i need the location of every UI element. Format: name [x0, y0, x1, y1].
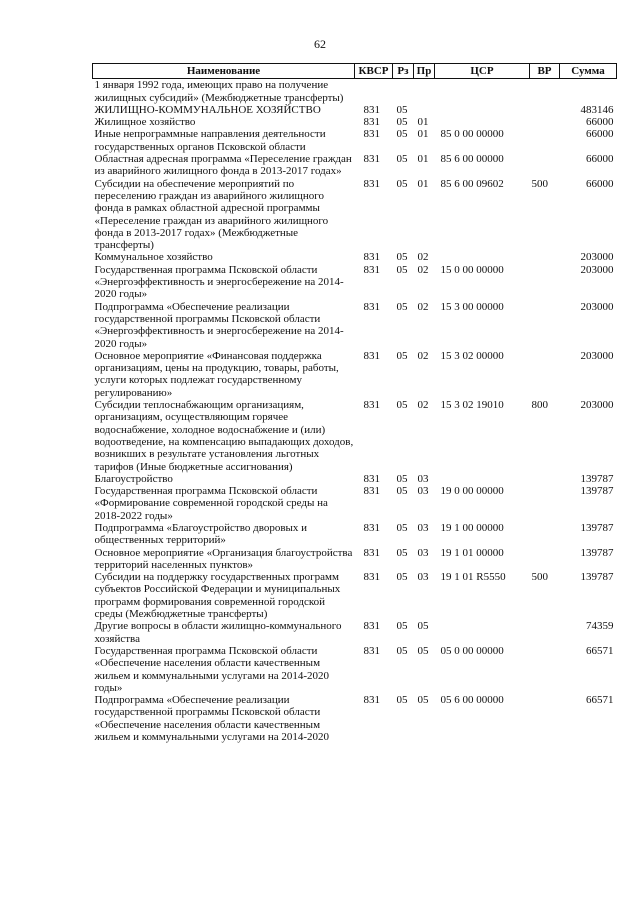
cell-csr: 85 6 00 00000	[440, 153, 504, 166]
cell-csr: 85 6 00 09602	[440, 177, 504, 190]
cell-pr: 03	[417, 521, 429, 534]
cell-csr	[435, 79, 530, 104]
cell-sum: 139787	[580, 485, 614, 498]
cell-pr: 05	[417, 620, 429, 633]
cell-sum: 74359	[586, 620, 614, 633]
cell-sum: 203000	[580, 300, 614, 313]
cell-rz: 05	[396, 644, 408, 657]
cell-rz: 05	[396, 349, 408, 362]
cell-rz: 05	[396, 177, 408, 190]
cell-sum: 203000	[580, 349, 614, 362]
header-vr: ВР	[530, 64, 560, 79]
cell-pr: 01	[417, 116, 429, 129]
cell-name: Благоустройство	[94, 472, 173, 485]
cell-csr: 19 1 00 00000	[440, 521, 504, 534]
cell-kvsr: 831	[363, 153, 380, 166]
cell-csr: 19 1 01 R5550	[440, 571, 506, 584]
cell-rz: 05	[396, 571, 408, 584]
header-kvsr: КВСР	[355, 64, 393, 79]
page-number: 62	[314, 37, 326, 51]
cell-kvsr	[355, 79, 393, 104]
cell-vr: 500	[531, 177, 548, 190]
cell-name: Субсидии на обеспечение мероприятий по переселению граждан из аварийного жилищного фонда в рамках областной адресной программы «Переселение граждан из аварийного жилищного фонда в 2013-2017 годах» (Межбюджетные трансферты)	[94, 177, 329, 252]
cell-sum: 203000	[580, 251, 614, 264]
cell-kvsr: 831	[363, 571, 380, 584]
cell-sum: 139787	[580, 521, 614, 534]
cell-vr	[530, 694, 560, 743]
cell-vr	[530, 547, 560, 572]
cell-vr	[530, 116, 560, 128]
cell-sum: 483146	[580, 103, 614, 116]
cell-vr	[530, 522, 560, 547]
cell-csr	[435, 473, 530, 485]
cell-name: Жилищное хозяйство	[94, 116, 196, 129]
cell-pr: 01	[417, 153, 429, 166]
cell-kvsr: 831	[363, 644, 380, 657]
cell-name: Другие вопросы в области жилищно-коммунального хозяйства	[94, 620, 342, 645]
cell-vr	[530, 251, 560, 263]
header-rz: Рз	[393, 64, 414, 79]
cell-name: Основное мероприятие «Финансовая поддержка организациям, цены на продукцию, товары, работы, услуги которых подлежат государственному регулированию»	[94, 349, 339, 399]
cell-name: 1 января 1992 года, имеющих право на получение жилищных субсидий» (Межбюджетные трансферты)	[94, 79, 344, 104]
cell-vr: 500	[531, 571, 548, 584]
table-row	[93, 645, 617, 694]
cell-sum: 66571	[586, 694, 614, 707]
cell-sum: 66000	[586, 128, 614, 141]
cell-vr	[530, 485, 560, 522]
cell-csr	[435, 251, 530, 263]
cell-name: ЖИЛИЩНО-КОММУНАЛЬНОЕ ХОЗЯЙСТВО	[94, 103, 321, 116]
cell-csr: 85 0 00 00000	[440, 128, 504, 141]
table-row	[93, 350, 617, 399]
cell-pr: 02	[417, 263, 429, 276]
cell-name: Субсидии теплоснабжающим организациям, организациям, осуществляющим горячее водоснабжение, холодное водоснабжение и (или) водоотведение, на компенсацию выпадающих доходов, возникших в результате установления льготных тарифов (Иные бюджетные ассигнования)	[94, 399, 354, 473]
cell-name: Подпрограмма «Благоустройство дворовых и общественных территорий»	[94, 521, 308, 547]
cell-pr: 03	[417, 571, 429, 584]
table-row	[93, 264, 617, 301]
cell-rz: 05	[396, 153, 408, 166]
cell-pr	[414, 104, 435, 116]
cell-pr: 03	[417, 546, 429, 559]
header-name: Наименование	[93, 64, 355, 79]
cell-kvsr: 831	[363, 263, 380, 276]
cell-kvsr: 831	[363, 349, 380, 362]
cell-sum	[560, 79, 617, 104]
cell-pr: 02	[417, 300, 429, 313]
budget-table	[92, 63, 617, 743]
cell-pr: 03	[417, 472, 429, 485]
cell-sum: 203000	[580, 399, 614, 412]
cell-vr	[530, 153, 560, 178]
cell-name: Государственная программа Псковской области «Обеспечение населения области качественным жильем и коммунальными услугами на 2014-2020 годы»	[94, 644, 330, 694]
cell-rz: 05	[396, 116, 408, 129]
cell-kvsr: 831	[363, 251, 380, 264]
cell-vr	[530, 620, 560, 645]
cell-kvsr: 831	[363, 177, 380, 190]
cell-rz: 05	[396, 472, 408, 485]
cell-csr	[435, 620, 530, 645]
table-row	[93, 485, 617, 522]
cell-vr	[530, 645, 560, 694]
cell-rz: 05	[396, 694, 408, 707]
cell-kvsr: 831	[363, 694, 380, 707]
cell-kvsr: 831	[363, 620, 380, 633]
cell-kvsr: 831	[363, 485, 380, 498]
cell-name: Подпрограмма «Обеспечение реализации государственной программы Псковской области «Энергоэффективность и энергосбережение на 2014-2020 годы»	[94, 300, 344, 350]
cell-sum: 203000	[580, 263, 614, 276]
cell-csr	[435, 104, 530, 116]
table-row	[93, 547, 617, 572]
header-csr: ЦСР	[435, 64, 530, 79]
cell-vr: 800	[531, 399, 548, 412]
cell-sum: 139787	[580, 546, 614, 559]
cell-name: Областная адресная программа «Переселение граждан из аварийного жилищного фонда в 2013-2017 годах»	[94, 153, 352, 178]
table-row	[93, 301, 617, 350]
cell-kvsr: 831	[363, 472, 380, 485]
cell-pr: 02	[417, 349, 429, 362]
table-row	[93, 153, 617, 178]
cell-name: Субсидии на поддержку государственных программ субъектов Российской Федерации и муниципальных программ формирования современной городской среды (Межбюджетные трансферты)	[94, 571, 341, 621]
header-sum: Сумма	[560, 64, 617, 79]
cell-vr	[530, 350, 560, 399]
cell-kvsr: 831	[363, 116, 380, 129]
cell-name: Основное мероприятие «Организация благоустройства территорий населенных пунктов»	[94, 546, 353, 571]
cell-sum: 139787	[580, 472, 614, 485]
cell-sum: 139787	[580, 571, 614, 584]
cell-pr: 02	[417, 251, 429, 264]
cell-rz: 05	[396, 521, 408, 534]
table-row	[93, 522, 617, 547]
cell-kvsr: 831	[363, 399, 380, 412]
cell-kvsr: 831	[363, 546, 380, 559]
cell-csr: 19 0 00 00000	[440, 485, 504, 498]
cell-sum: 66571	[586, 644, 614, 657]
cell-sum: 66000	[586, 153, 614, 166]
cell-rz: 05	[396, 300, 408, 313]
cell-vr	[530, 128, 560, 153]
cell-rz: 05	[396, 546, 408, 559]
cell-csr: 15 3 02 00000	[440, 349, 504, 362]
cell-vr	[530, 79, 560, 104]
cell-name: Государственная программа Псковской области «Формирование современной городской среды на 2018-2022 годы»	[94, 485, 328, 522]
cell-pr: 05	[417, 644, 429, 657]
cell-csr: 15 3 02 19010	[440, 399, 504, 412]
table-row	[93, 620, 617, 645]
cell-pr: 02	[417, 399, 429, 412]
cell-name: Иные непрограммные направления деятельности государственных органов Псковской области	[94, 128, 326, 153]
cell-vr	[530, 264, 560, 301]
cell-csr: 15 0 00 00000	[440, 263, 504, 276]
cell-name: Коммунальное хозяйство	[94, 251, 213, 264]
table-row	[93, 473, 617, 485]
cell-rz: 05	[396, 485, 408, 498]
cell-vr	[530, 104, 560, 116]
cell-rz: 05	[396, 251, 408, 264]
cell-rz	[393, 79, 414, 104]
cell-name: Подпрограмма «Обеспечение реализации государственной программы Псковской области «Обеспечение населения области качественным жильем и коммунальными услугами на 2014-2020	[94, 694, 330, 744]
cell-rz: 05	[396, 263, 408, 276]
table-row	[93, 104, 617, 116]
cell-kvsr: 831	[363, 300, 380, 313]
cell-pr: 01	[417, 177, 429, 190]
table-row	[93, 79, 617, 104]
cell-sum: 66000	[586, 177, 614, 190]
cell-csr: 15 3 00 00000	[440, 300, 504, 313]
cell-vr	[530, 473, 560, 485]
cell-csr	[435, 116, 530, 128]
cell-kvsr: 831	[363, 128, 380, 141]
cell-pr: 01	[417, 128, 429, 141]
header-pr: Пр	[414, 64, 435, 79]
table-body	[93, 79, 617, 744]
table-row	[93, 694, 617, 743]
cell-csr: 05 6 00 00000	[440, 694, 504, 707]
table-row	[93, 116, 617, 128]
cell-rz: 05	[396, 620, 408, 633]
cell-pr	[414, 79, 435, 104]
cell-rz: 05	[396, 399, 408, 412]
cell-rz: 05	[396, 128, 408, 141]
table-header	[93, 64, 617, 79]
table-row	[93, 571, 617, 620]
table-row	[93, 251, 617, 263]
cell-pr: 05	[417, 694, 429, 707]
cell-pr: 03	[417, 485, 429, 498]
table-row	[93, 128, 617, 153]
cell-vr	[530, 301, 560, 350]
cell-kvsr: 831	[363, 103, 380, 116]
cell-kvsr: 831	[363, 521, 380, 534]
cell-csr: 19 1 01 00000	[440, 546, 504, 559]
cell-csr: 05 0 00 00000	[440, 644, 504, 657]
table-row	[93, 178, 617, 252]
cell-sum: 66000	[586, 116, 614, 129]
table-row	[93, 399, 617, 473]
cell-rz: 05	[396, 103, 408, 116]
cell-name: Государственная программа Псковской области «Энергоэффективность и энергосбережение на 2014-2020 годы»	[94, 263, 344, 301]
